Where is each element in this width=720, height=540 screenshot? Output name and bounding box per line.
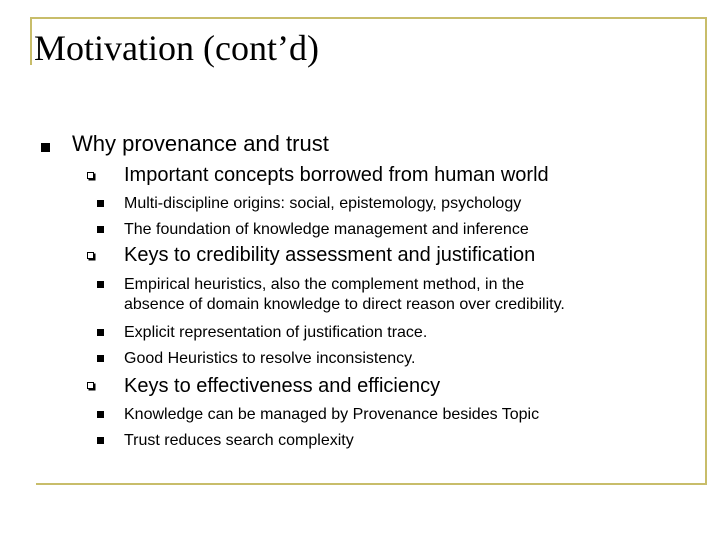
hollow-square-bullet-icon bbox=[87, 252, 94, 259]
square-bullet-icon bbox=[97, 200, 104, 207]
list-item: Knowledge can be managed by Provenance besides Topic bbox=[124, 406, 540, 423]
list-item: The foundation of knowledge management and inference bbox=[124, 221, 529, 238]
list-item: Multi-discipline origins: social, epistemology, psychology bbox=[124, 195, 522, 212]
square-bullet-icon bbox=[97, 281, 104, 288]
square-bullet-icon bbox=[41, 143, 50, 152]
hollow-square-bullet-icon bbox=[87, 382, 94, 389]
slide-title: Motivation (cont’d) bbox=[34, 28, 319, 68]
section-heading: Keys to credibility assessment and justification bbox=[124, 244, 536, 266]
frame-top-line bbox=[30, 17, 707, 19]
list-item: Explicit representation of justification trace. bbox=[124, 324, 428, 341]
frame-left-line bbox=[30, 17, 32, 65]
list-item: Empirical heuristics, also the complement method, in the bbox=[124, 276, 525, 293]
square-bullet-icon bbox=[97, 411, 104, 418]
section-heading: Keys to effectiveness and efficiency bbox=[124, 375, 441, 397]
list-item: Trust reduces search complexity bbox=[124, 432, 354, 449]
square-bullet-icon bbox=[97, 226, 104, 233]
square-bullet-icon bbox=[97, 355, 104, 362]
square-bullet-icon bbox=[97, 329, 104, 336]
section-heading: Important concepts borrowed from human world bbox=[124, 164, 549, 186]
hollow-square-bullet-icon bbox=[87, 172, 94, 179]
list-item: Good Heuristics to resolve inconsistency. bbox=[124, 350, 416, 367]
main-bullet-text: Why provenance and trust bbox=[72, 131, 329, 156]
frame-right-line bbox=[705, 17, 707, 483]
frame-bottom-line bbox=[36, 483, 707, 485]
list-item-continuation: absence of domain knowledge to direct reason over credibility. bbox=[124, 296, 565, 313]
square-bullet-icon bbox=[97, 437, 104, 444]
